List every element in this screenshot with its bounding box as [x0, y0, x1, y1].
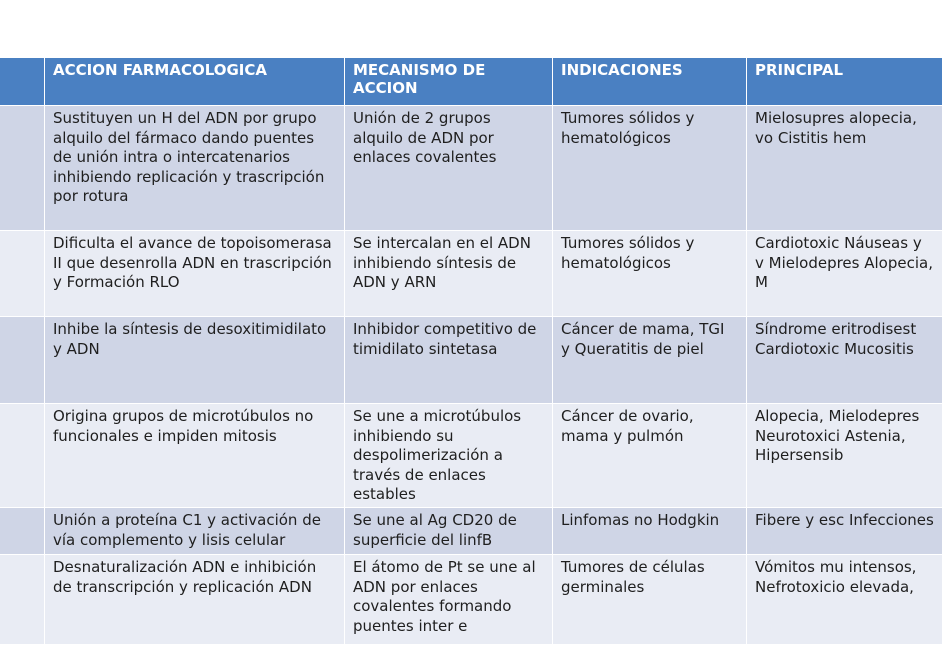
- table-row: [0, 508, 943, 555]
- header-principal: PRINCIPAL: [747, 58, 943, 106]
- cell-drug: [0, 106, 45, 231]
- pharmacology-table: [0, 57, 943, 645]
- cell-drug: [0, 317, 45, 404]
- cell-drug: [0, 555, 45, 645]
- cell-accion: Dificulta el avance de topoisomerasa II que desenrolla ADN en trascripción y Formación RLO: [45, 231, 345, 317]
- header-drug: [0, 58, 45, 106]
- cell-efectos: Síndrome eritrodisest Cardiotoxic Mucositis: [747, 317, 943, 404]
- cell-drug: [0, 231, 45, 317]
- cell-drug: [0, 404, 45, 508]
- cell-indicaciones: Tumores sólidos y hematológicos: [553, 231, 747, 317]
- table-row: [0, 404, 943, 508]
- cell-indicaciones: Tumores sólidos y hematológicos: [553, 106, 747, 231]
- cell-mecanismo: Se intercalan en el ADN inhibiendo síntesis de ADN y ARN: [345, 231, 553, 317]
- cell-mecanismo: Se une al Ag CD20 de superficie del linfB: [345, 508, 553, 555]
- table-row: [0, 231, 943, 317]
- cell-accion: Inhibe la síntesis de desoxitimidilato y ADN: [45, 317, 345, 404]
- cell-efectos: Cardiotoxic Náuseas y v Mielodepres Alopecia, M: [747, 231, 943, 317]
- table-row: [0, 317, 943, 404]
- table-row: [0, 106, 943, 231]
- cell-indicaciones: Cáncer de ovario, mama y pulmón: [553, 404, 747, 508]
- header-accion-farmacologica: ACCION FARMACOLOGICA: [45, 58, 345, 106]
- cell-efectos: Alopecia, Mielodepres Neurotoxici Astenia, Hipersensib: [747, 404, 943, 508]
- cell-indicaciones: Tumores de células germinales: [553, 555, 747, 645]
- header-indicaciones: INDICACIONES: [553, 58, 747, 106]
- cell-drug: [0, 508, 45, 555]
- cell-accion: Sustituyen un H del ADN por grupo alquilo del fármaco dando puentes de unión intra o intercatenarios inhibiendo replicación y trascripción por rotura: [45, 106, 345, 231]
- cell-efectos: Vómitos mu intensos, Nefrotoxicio elevada,: [747, 555, 943, 645]
- cell-efectos: Fibere y esc Infecciones: [747, 508, 943, 555]
- cell-accion: Unión a proteína C1 y activación de vía complemento y lisis celular: [45, 508, 345, 555]
- cell-indicaciones: Cáncer de mama, TGI y Queratitis de piel: [553, 317, 747, 404]
- cell-accion: Desnaturalización ADN e inhibición de transcripción y replicación ADN: [45, 555, 345, 645]
- cell-efectos: Mielosupres alopecia, vo Cistitis hem: [747, 106, 943, 231]
- cell-mecanismo: Se une a microtúbulos inhibiendo su despolimerización a través de enlaces estables: [345, 404, 553, 508]
- cell-accion: Origina grupos de microtúbulos no funcionales e impiden mitosis: [45, 404, 345, 508]
- cell-mecanismo: Unión de 2 grupos alquilo de ADN por enlaces covalentes: [345, 106, 553, 231]
- cell-mecanismo: Inhibidor competitivo de timidilato sintetasa: [345, 317, 553, 404]
- cell-mecanismo: El átomo de Pt se une al ADN por enlaces covalentes formando puentes inter e: [345, 555, 553, 645]
- table-row: [0, 555, 943, 645]
- cell-indicaciones: Linfomas no Hodgkin: [553, 508, 747, 555]
- header-row: [0, 58, 943, 106]
- header-mecanismo-de-accion: MECANISMO DE ACCION: [345, 58, 553, 106]
